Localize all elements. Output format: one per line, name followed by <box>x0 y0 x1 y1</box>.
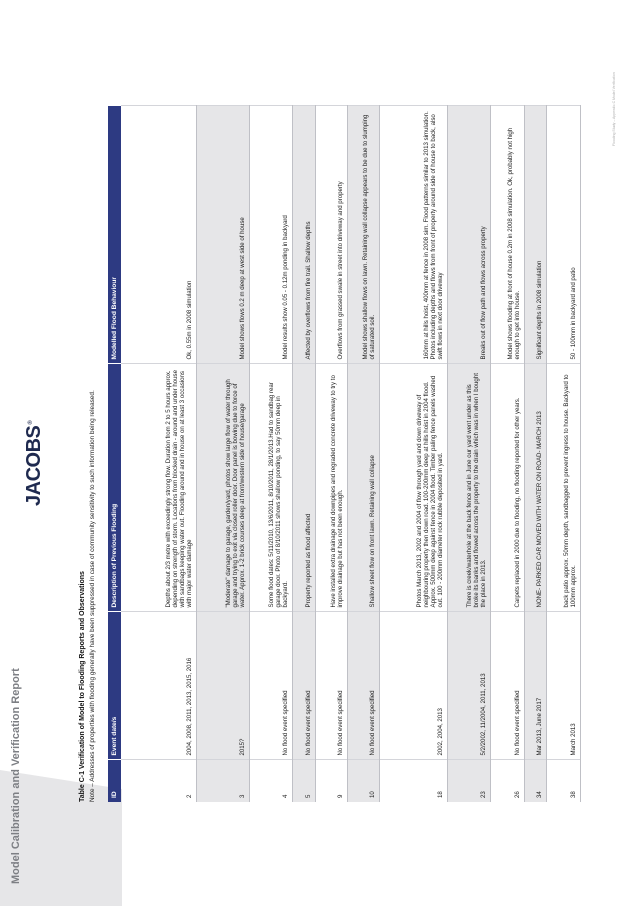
logo-text: JACOBS <box>23 425 45 506</box>
cell-modelled: Breaks out of flow path and flows across property <box>447 106 490 364</box>
cell-events: No flood event specified <box>292 612 315 760</box>
logo-registered-mark: ® <box>28 420 35 425</box>
cell-events: March 2013 <box>546 612 580 760</box>
cell-modelled: Overflows from grassed swale in street into driveway and property <box>315 106 347 364</box>
cell-description: There is creek/waterhole at the back fence and in June our yard went under as this broke its banks and flowed across the property to the drain which was in when I bought the place in 2013. <box>447 364 490 612</box>
cell-id: 5 <box>292 760 315 802</box>
column-header-description: Description of Previous Flooding <box>108 364 121 612</box>
cell-id: 26 <box>490 760 524 802</box>
cell-events: No flood event specified <box>490 612 524 760</box>
cell-id: 23 <box>447 760 490 802</box>
cell-description: Depths about 2/3 metre with exceedingly strong flow. Duration from 2 to 5 hours approx. depending on strength of storm. Locations from blocked drain - around and under house with sandbags keeping water out. Flooding around and in house on at least 3 occasions with major water damage <box>121 364 196 612</box>
cell-events: 2002, 2004, 2013 <box>379 612 447 760</box>
column-header-events: Event date/s <box>108 612 121 760</box>
table-row <box>292 106 315 802</box>
table-row <box>315 106 347 802</box>
cell-description: back patio approx. 50mm depth, sandbagged to prevent ingress to house. Backyard to 100mm approx. <box>546 364 580 612</box>
cell-events: 5/2/2002, 11/2004, 2011, 2013 <box>447 612 490 760</box>
cell-modelled: Model shows flows 0.2 m deep at west side of house <box>196 106 249 364</box>
table-row <box>196 106 249 802</box>
cell-events: No flood event specified <box>249 612 292 760</box>
cell-id: 18 <box>379 760 447 802</box>
cell-id: 3 <box>196 760 249 802</box>
table-row <box>347 106 379 802</box>
cell-modelled: Significant depths in 2008 simulation <box>524 106 546 364</box>
cell-modelled: Ok, 0.55m in 2008 simulation <box>121 106 196 364</box>
cell-description: Carpets replaced in 2000 due to flooding, no flooding reported for other years. <box>490 364 524 612</box>
table-header-row <box>108 106 121 802</box>
cell-events: 2004, 2008, 2011, 2013, 2015, 2016 <box>121 612 196 760</box>
cell-id: 38 <box>546 760 580 802</box>
cell-events: No flood event specified <box>347 612 379 760</box>
cell-modelled: Model results show 0.05 - 0.12m ponding in backyard <box>249 106 292 364</box>
column-header-modelled: Modelled Flood Behaviour <box>108 106 121 364</box>
cell-modelled: 160mm at hills hoist, 400mm at fence in 2008 sim. Flood patterns similar to 2013 simulation. Photos including depths and flows from front of property around side of house to back, also swift flows in next door driveway <box>379 106 447 364</box>
report-title: Model Calibration and Verification Report <box>10 668 22 884</box>
table-row <box>121 106 196 802</box>
cell-description: Shallow sheet flow on front lawn. Retaining wall collapse <box>347 364 379 612</box>
cell-id: 34 <box>524 760 546 802</box>
cell-events: 2015? <box>196 612 249 760</box>
table-row <box>490 106 524 802</box>
page-footer: Flooding Study – Appendix C Model Verification <box>612 72 616 146</box>
cell-description: "Moderate" damage to garage, garden/yard, photos show large flow of water through garage and trying to exit via closed roller door. Door panel is bowing due to force of water. Approx. 1-2 brick courses deep at front/western side of house/garage <box>196 364 249 612</box>
table-note: Note – Addresses of properties with flooding generally have been suppressed in case of community sensitivity to such information being released. <box>89 390 96 802</box>
table-row <box>546 106 580 802</box>
table-row <box>379 106 447 802</box>
table-row <box>447 106 490 802</box>
column-header-id: ID <box>108 760 121 802</box>
cell-events: Mar 2013, June 2017 <box>524 612 546 760</box>
cell-modelled: Model shows flooding at front of house 0.2m in 2008 simulation. Ok, probably not high enough to get into house. <box>490 106 524 364</box>
table-row <box>249 106 292 802</box>
cell-description: Some flood dates: 5/11/2010, 13/6/2011, 8/10/2011, 28/1/2013.Had to sandbag rear garage door. Photo of 8/10/2011 shows shallow ponding, to say 50mm deep in backyard. <box>249 364 292 612</box>
table-title: Table C-1 Verification of Model to Flooding Reports and Observations <box>79 571 86 802</box>
cell-description: Property reported as flood affected <box>292 364 315 612</box>
cell-modelled: Model shows shallow flows on lawn. Retaining wall collapse appears to be due to slumping of saturated soil. <box>347 106 379 364</box>
cell-description: Have installed extra drainage and downpipes and regraded concrete driveway to try to improve drainage but has not been enough. <box>315 364 347 612</box>
cell-modelled: 50 - 100mm in backyard and patio <box>546 106 580 364</box>
table-row <box>524 106 546 802</box>
cell-id: 10 <box>347 760 379 802</box>
flooding-verification-table <box>108 106 581 803</box>
jacobs-logo <box>23 421 46 506</box>
cell-id: 2 <box>121 760 196 802</box>
cell-id: 4 <box>249 760 292 802</box>
cell-description: Photos March 2013, 2002 and 2004 of flow through yard and down driveway of neighbouring property then down road. 100-200mm deep at hills hoist in 2004 flood. Approx. 500mm deep against fence in 2004 flood. Timber paling fence panels washed out. 100 - 200mm diameter rock rubble deposited in yard. <box>379 364 447 612</box>
cell-modelled: Affected by overflows from fire trail. Shallow depths <box>292 106 315 364</box>
cell-description: NONE- PARKED CAR MOVED WITH WATER ON ROAD- MARCH 2013 <box>524 364 546 612</box>
cell-events: No flood event specified <box>315 612 347 760</box>
cell-id: 9 <box>315 760 347 802</box>
